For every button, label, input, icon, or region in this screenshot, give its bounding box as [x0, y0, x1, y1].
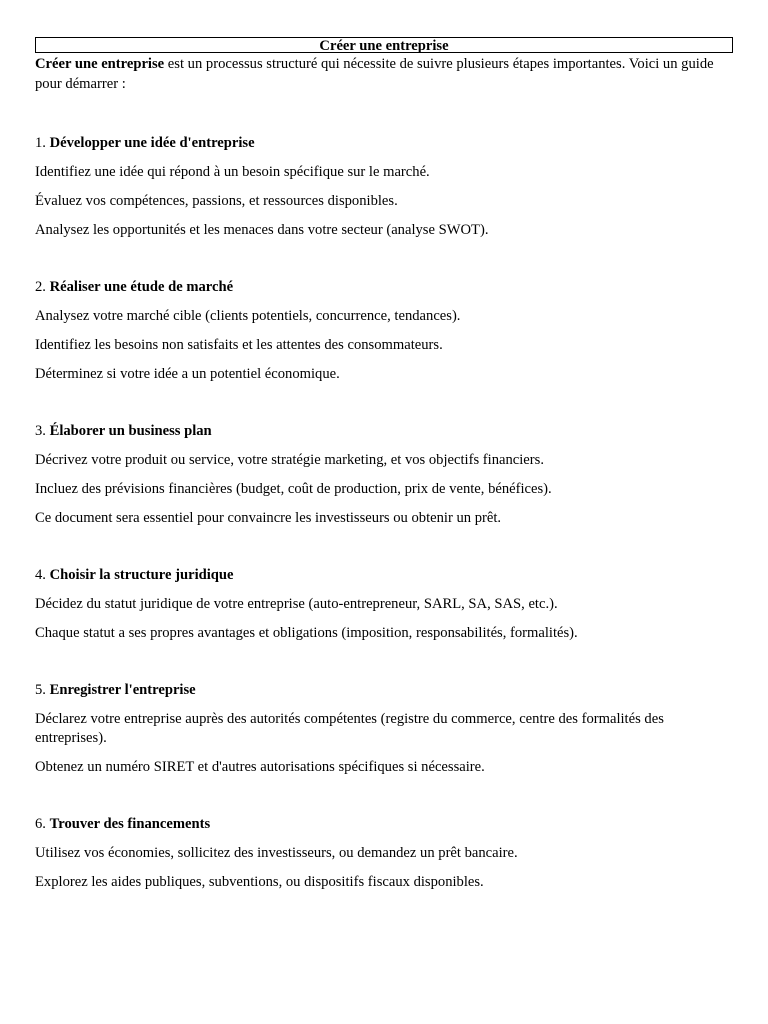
document-title: Créer une entreprise — [35, 37, 733, 53]
section-number: 4. — [35, 567, 50, 583]
section-paragraph: Utilisez vos économies, sollicitez des investisseurs, ou demandez un prêt bancaire. — [35, 845, 518, 861]
section-1 — [35, 134, 733, 240]
section-number: 6. — [35, 816, 50, 832]
section-paragraph: Déterminez si votre idée a un potentiel économique. — [35, 366, 340, 382]
document-page — [35, 37, 733, 892]
section-heading-text: Élaborer un business plan — [49, 423, 212, 439]
section-paragraph: Évaluez vos compétences, passions, et ressources disponibles. — [35, 193, 398, 209]
section-heading-text: Développer une idée d'entreprise — [49, 135, 255, 151]
section-number: 1. — [35, 135, 50, 151]
section-paragraph: Chaque statut a ses propres avantages et obligations (imposition, responsabilités, formalités). — [35, 625, 578, 641]
section-paragraph: Ce document sera essentiel pour convaincre les investisseurs ou obtenir un prêt. — [35, 510, 502, 526]
section-paragraph: Explorez les aides publiques, subventions, ou dispositifs fiscaux disponibles. — [35, 874, 484, 890]
intro-bold-text: Créer une entreprise — [35, 56, 165, 72]
section-heading — [35, 422, 733, 441]
section-3 — [35, 422, 733, 528]
intro-paragraph — [35, 54, 733, 94]
section-paragraph: Identifiez une idée qui répond à un besoin spécifique sur le marché. — [35, 164, 430, 180]
section-heading-text: Choisir la structure juridique — [49, 567, 234, 583]
section-heading-text: Trouver des financements — [49, 816, 211, 832]
section-heading — [35, 681, 733, 700]
section-number: 2. — [35, 279, 50, 295]
section-heading-text: Enregistrer l'entreprise — [49, 682, 196, 698]
section-paragraph: Incluez des prévisions financières (budget, coût de production, prix de vente, bénéfices). — [35, 481, 552, 497]
section-paragraph: Décidez du statut juridique de votre entreprise (auto-entrepreneur, SARL, SA, SAS, etc.). — [35, 596, 558, 612]
section-paragraph: Déclarez votre entreprise auprès des autorités compétentes (registre du commerce, centre des formalités des entreprises). — [35, 711, 664, 746]
section-number: 5. — [35, 682, 50, 698]
section-heading-text: Réaliser une étude de marché — [49, 279, 234, 295]
section-paragraph: Décrivez votre produit ou service, votre stratégie marketing, et vos objectifs financiers. — [35, 452, 544, 468]
section-2 — [35, 278, 733, 384]
section-heading — [35, 566, 733, 585]
section-4 — [35, 566, 733, 643]
section-number: 3. — [35, 423, 50, 439]
section-heading — [35, 134, 733, 153]
section-paragraph: Analysez votre marché cible (clients potentiels, concurrence, tendances). — [35, 308, 461, 324]
section-paragraph: Obtenez un numéro SIRET et d'autres autorisations spécifiques si nécessaire. — [35, 759, 485, 775]
section-5 — [35, 681, 733, 777]
intro-text: est un processus structuré qui nécessite de suivre plusieurs étapes importantes. Voici un guide pour démarrer : — [35, 56, 714, 92]
section-heading — [35, 278, 733, 297]
sections-container — [35, 134, 733, 892]
section-heading — [35, 815, 733, 834]
section-paragraph: Identifiez les besoins non satisfaits et les attentes des consommateurs. — [35, 337, 443, 353]
section-6 — [35, 815, 733, 892]
section-paragraph: Analysez les opportunités et les menaces dans votre secteur (analyse SWOT). — [35, 222, 489, 238]
